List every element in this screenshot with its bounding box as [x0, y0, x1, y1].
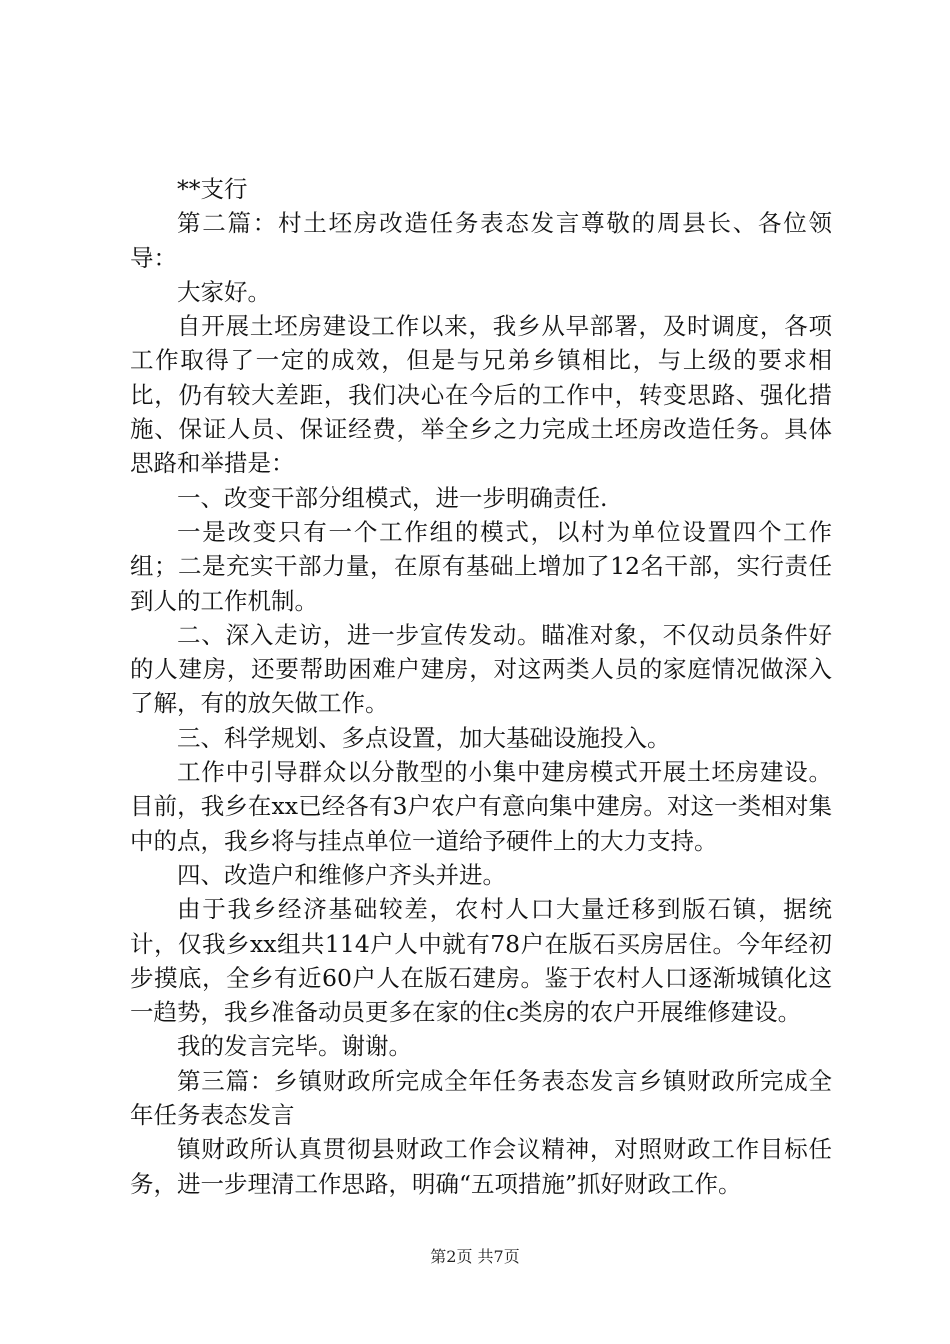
paragraph: 工作中引导群众以分散型的小集中建房模式开展土坯房建设。目前，我乡在xx已经各有3户农户有意向集中建房。对这一类相对集中的点，我乡将与挂点单位一道给予硬件上的大力支持。	[130, 758, 832, 855]
document-body	[130, 172, 832, 1201]
page-number: 第2页 共7页	[430, 1247, 520, 1266]
paragraph: 我的发言完毕。谢谢。	[177, 1032, 412, 1061]
paragraph: 四、改造户和维修户齐头并进。	[177, 860, 506, 889]
paragraph: 自开展土坯房建设工作以来，我乡从早部署，及时调度，各项工作取得了一定的成效，但是与兄弟乡镇相比，与上级的要求相比，仍有较大差距，我们决心在今后的工作中，转变思路、强化措施、保证人员、保证经费，举全乡之力完成土坯房改造任务。具体思路和举措是：	[130, 312, 832, 478]
paragraph: 第三篇：乡镇财政所完成全年任务表态发言乡镇财政所完成全年任务表态发言	[130, 1066, 832, 1130]
paragraph: 三、科学规划、多点设置，加大基础设施投入。	[177, 723, 671, 752]
paragraph: 一、改变干部分组模式，进一步明确责任.	[177, 483, 608, 512]
paragraph: 大家好。	[177, 277, 271, 306]
paragraph: 第二篇：村土坯房改造任务表态发言尊敬的周县长、各位领导：	[130, 209, 832, 272]
paragraph: 二、深入走访，进一步宣传发动。瞄准对象，不仅动员条件好的人建房，还要帮助困难户建房，对这两类人员的家庭情况做深入了解，有的放矢做工作。	[130, 620, 832, 718]
paragraph: 一是改变只有一个工作组的模式，以村为单位设置四个工作组；二是充实干部力量，在原有基础上增加了12名干部，实行责任到人的工作机制。	[130, 517, 832, 615]
paragraph: **支行	[177, 175, 248, 203]
page-footer	[0, 1244, 950, 1267]
paragraph: 镇财政所认真贯彻县财政工作会议精神，对照财政工作目标任务，进一步理清工作思路，明确“五项措施”抓好财政工作。	[130, 1135, 832, 1198]
paragraph: 由于我乡经济基础较差，农村人口大量迁移到版石镇，据统计，仅我乡xx组共114户人中就有78户在版石买房居住。今年经初步摸底，全乡有近60户人在版石建房。鉴于农村人口逐渐城镇化这一趋势，我乡准备动员更多在家的住c类房的农户开展维修建设。	[130, 895, 832, 1027]
